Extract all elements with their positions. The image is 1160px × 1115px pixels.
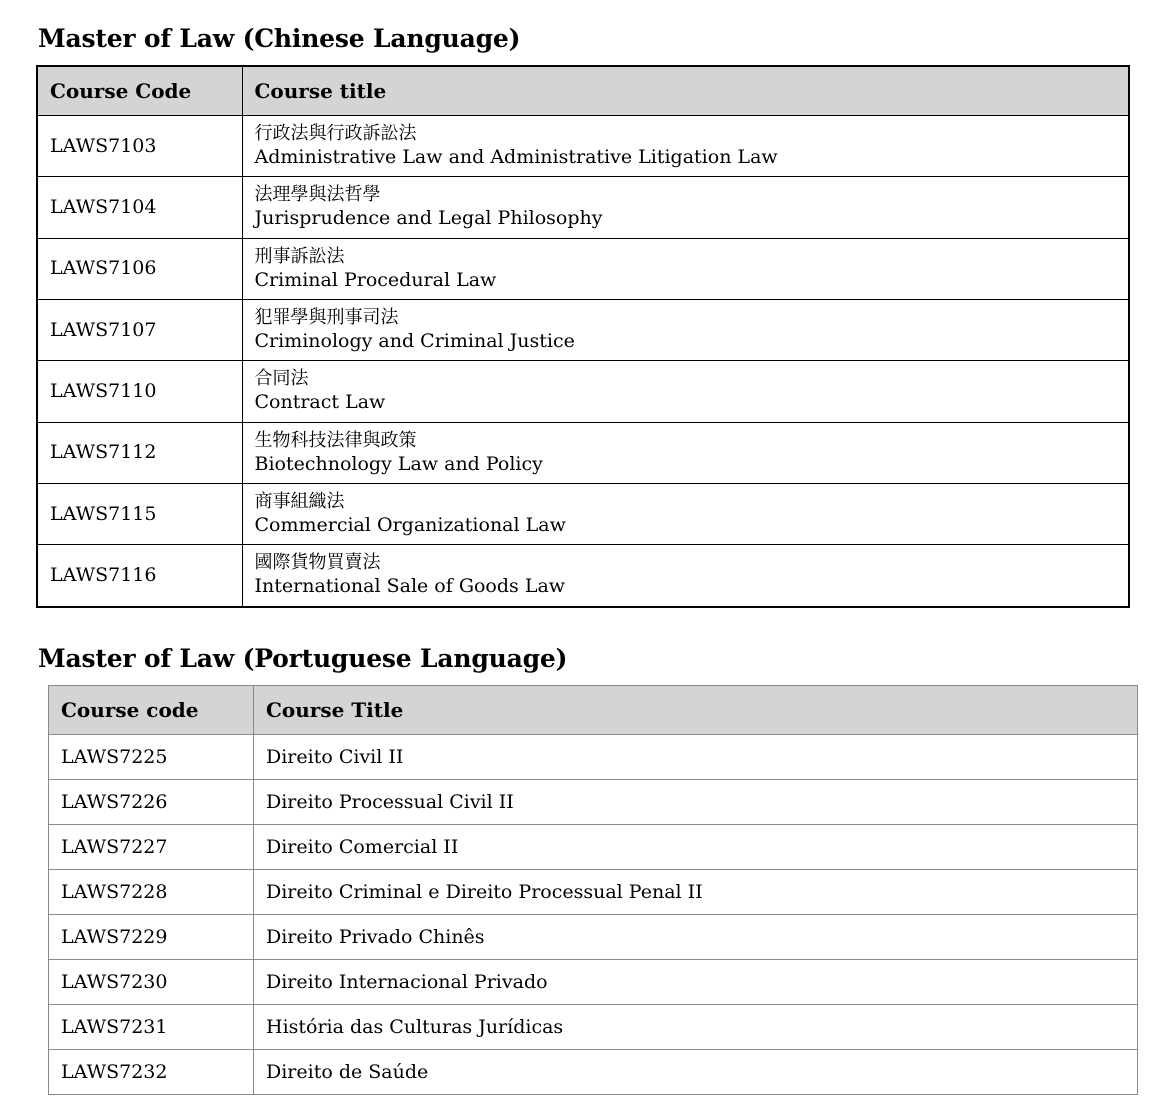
cell-course-title: [242, 361, 1129, 422]
cell-course-code: LAWS7106: [37, 238, 242, 299]
table-row: [49, 824, 1138, 869]
cell-course-code: LAWS7228: [49, 869, 254, 914]
cell-course-code: LAWS7232: [49, 1049, 254, 1094]
cell-course-title: Direito de Saúde: [254, 1049, 1138, 1094]
table-row: [37, 545, 1129, 607]
course-title-zh: 國際貨物買賣法: [254, 552, 381, 574]
table-row: [49, 779, 1138, 824]
table-row: [49, 734, 1138, 779]
table-row: [37, 422, 1129, 483]
cell-course-title: [242, 300, 1129, 361]
course-title-en: Administrative Law and Administrative Litigation Law: [254, 146, 778, 169]
cell-course-code: LAWS7112: [37, 422, 242, 483]
course-title-zh: 生物科技法律與政策: [254, 429, 417, 451]
cell-course-code: LAWS7227: [49, 824, 254, 869]
cell-course-code: LAWS7104: [37, 177, 242, 238]
cell-course-code: LAWS7103: [37, 116, 242, 177]
cell-course-title: [242, 238, 1129, 299]
course-title-en: Biotechnology Law and Policy: [254, 452, 543, 475]
cell-course-code: LAWS7231: [49, 1004, 254, 1049]
table-header-row: [49, 685, 1138, 734]
cell-course-title: Direito Internacional Privado: [254, 959, 1138, 1004]
course-title-zh: 商事組織法: [254, 491, 345, 513]
column-header-course-title: Course Title: [254, 685, 1138, 734]
course-title-zh: 刑事訴訟法: [254, 245, 345, 267]
table-row: [37, 300, 1129, 361]
cell-course-code: LAWS7225: [49, 734, 254, 779]
course-title-en: Commercial Organizational Law: [254, 514, 566, 537]
cell-course-code: LAWS7226: [49, 779, 254, 824]
cell-course-title: Direito Privado Chinês: [254, 914, 1138, 959]
section-chinese-language: [36, 24, 1130, 608]
table-row: [37, 238, 1129, 299]
table-row: [49, 1004, 1138, 1049]
table-header-row: [37, 66, 1129, 116]
cell-course-title: Direito Criminal e Direito Processual Penal II: [254, 869, 1138, 914]
column-header-course-title: Course title: [242, 66, 1129, 116]
cell-course-title: [242, 177, 1129, 238]
cell-course-title: História das Culturas Jurídicas: [254, 1004, 1138, 1049]
cell-course-title: Direito Civil II: [254, 734, 1138, 779]
course-title-en: Contract Law: [254, 391, 386, 414]
table-row: [49, 869, 1138, 914]
course-title-zh: 行政法與行政訴訟法: [254, 123, 417, 144]
cell-course-title: [242, 484, 1129, 545]
course-table-portuguese: [48, 685, 1138, 1095]
course-title-en: International Sale of Goods Law: [254, 575, 566, 598]
page-title-portuguese: Master of Law (Portuguese Language): [38, 643, 568, 673]
cell-course-title: Direito Comercial II: [254, 824, 1138, 869]
table-row: [37, 361, 1129, 422]
course-title-en: Jurisprudence and Legal Philosophy: [254, 207, 603, 230]
cell-course-code: LAWS7115: [37, 484, 242, 545]
course-title-zh: 合同法: [254, 368, 309, 390]
cell-course-title: [242, 422, 1129, 483]
cell-course-code: LAWS7110: [37, 361, 242, 422]
column-header-course-code: Course code: [49, 685, 254, 734]
course-title-zh: 犯罪學與刑事司法: [254, 307, 399, 329]
course-title-en: Criminal Procedural Law: [254, 268, 497, 291]
table-row: [37, 116, 1129, 177]
table-row: [49, 914, 1138, 959]
course-table-chinese: [36, 65, 1130, 608]
cell-course-title: Direito Processual Civil II: [254, 779, 1138, 824]
course-title-en: Criminology and Criminal Justice: [254, 330, 575, 353]
page-title-chinese: Master of Law (Chinese Language): [38, 24, 521, 53]
table-row: [37, 484, 1129, 545]
cell-course-code: LAWS7229: [49, 914, 254, 959]
course-title-zh: 法理學與法哲學: [254, 184, 381, 206]
cell-course-code: LAWS7116: [37, 545, 242, 607]
table-row: [49, 1049, 1138, 1094]
cell-course-title: [242, 545, 1129, 607]
table-row: [37, 177, 1129, 238]
table-row: [49, 959, 1138, 1004]
cell-course-code: LAWS7107: [37, 300, 242, 361]
cell-course-code: LAWS7230: [49, 959, 254, 1004]
column-header-course-code: Course Code: [37, 66, 242, 116]
cell-course-title: [242, 116, 1129, 177]
section-portuguese-language: [36, 644, 1130, 1095]
